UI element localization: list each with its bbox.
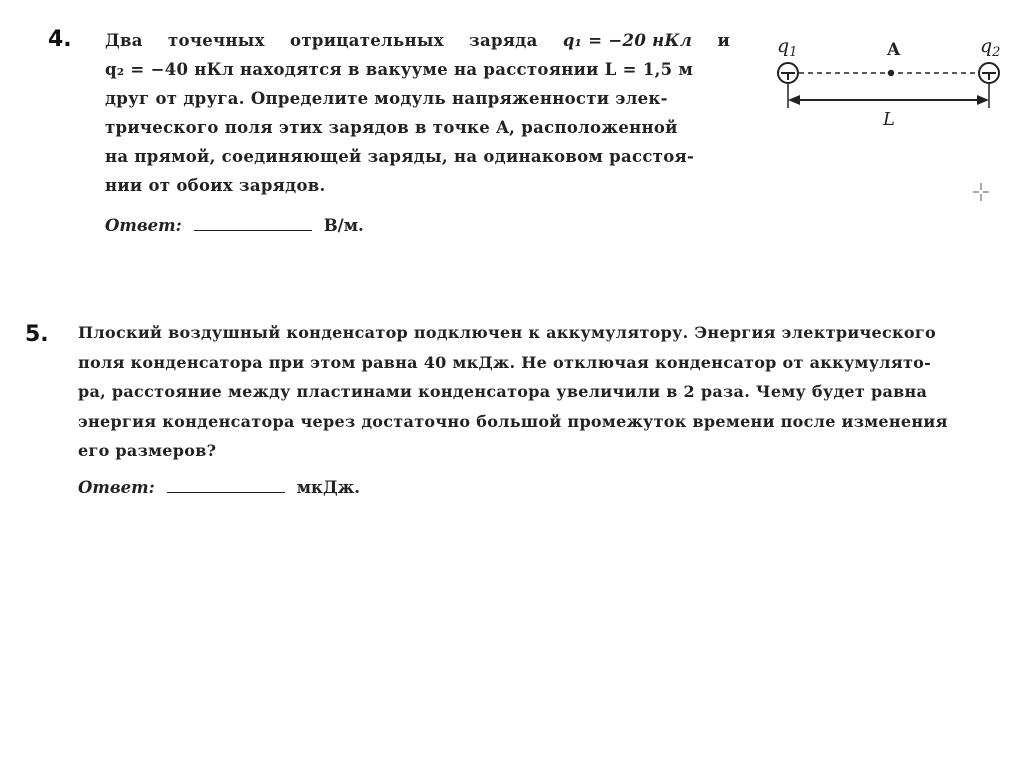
- problem-4-line-1-word: заряда: [469, 31, 538, 50]
- problem-4-line-1-word: q₁ = −20 нКл: [562, 31, 693, 50]
- q2-label: $q_2$: [980, 35, 1001, 60]
- problem-5-line-3: ра, расстояние между пластинами конденсатора увеличили в 2 раза. Чему будет равна: [78, 382, 928, 401]
- arrow-head-left-icon: [788, 95, 800, 105]
- charge-1-symbol: [778, 63, 798, 83]
- problem-4-text: [105, 26, 730, 200]
- answer-blank[interactable]: [167, 478, 285, 493]
- problem-5-line-4: энергия конденсатора через достаточно большой промежуток времени после изменения: [78, 411, 948, 431]
- problem-4-line-5: на прямой, соединяющей заряды, на одинаковом расстоя-: [105, 147, 695, 166]
- answer-label: Ответ:: [78, 478, 155, 497]
- charge-2-symbol: [979, 63, 999, 83]
- problem-5-line-1: Плоский воздушный конденсатор подключен к аккумулятору. Энергия электрического: [78, 323, 936, 342]
- problem-4-number: 4.: [48, 27, 72, 52]
- distance-label: L: [883, 109, 895, 130]
- problem-4-line-6: нии от обоих зарядов.: [105, 176, 326, 195]
- answer-label: Ответ:: [105, 216, 182, 235]
- problem-5-answer: [78, 478, 360, 497]
- problem-4-line-1: [105, 26, 730, 55]
- point-a-dot: [888, 70, 894, 76]
- problem-5-text: [78, 318, 990, 466]
- problem-5-line-5: его размеров?: [78, 441, 217, 460]
- problem-4-line-1-word: и: [717, 31, 730, 50]
- crop-mark-icon: [972, 182, 992, 202]
- problem-4-line-3: друг от друга. Определите модуль напряженности элек-: [105, 89, 668, 108]
- q1-label: $q_1$: [777, 35, 798, 60]
- answer-blank[interactable]: [194, 216, 312, 231]
- answer-unit: В/м.: [323, 216, 364, 235]
- problem-4-line-2: q₂ = −40 нКл находятся в вакууме на расстоянии L = 1,5 м: [105, 60, 694, 79]
- problem-5-number: 5.: [25, 322, 49, 347]
- charges-diagram: [760, 30, 1020, 170]
- arrow-head-right-icon: [977, 95, 989, 105]
- problem-4-line-1-word: отрицательных: [290, 31, 444, 50]
- point-a-label: A: [887, 40, 901, 60]
- problem-4-answer: [105, 216, 364, 235]
- problem-4-line-1-word: точечных: [168, 31, 265, 50]
- answer-unit: мкДж.: [296, 478, 361, 497]
- problem-4-line-4: трического поля этих зарядов в точке A, расположенной: [105, 118, 678, 137]
- problem-5-line-2: поля конденсатора при этом равна 40 мкДж. Не отключая конденсатор от аккумулято-: [78, 352, 932, 372]
- problem-4-line-1-word: Два: [105, 31, 143, 50]
